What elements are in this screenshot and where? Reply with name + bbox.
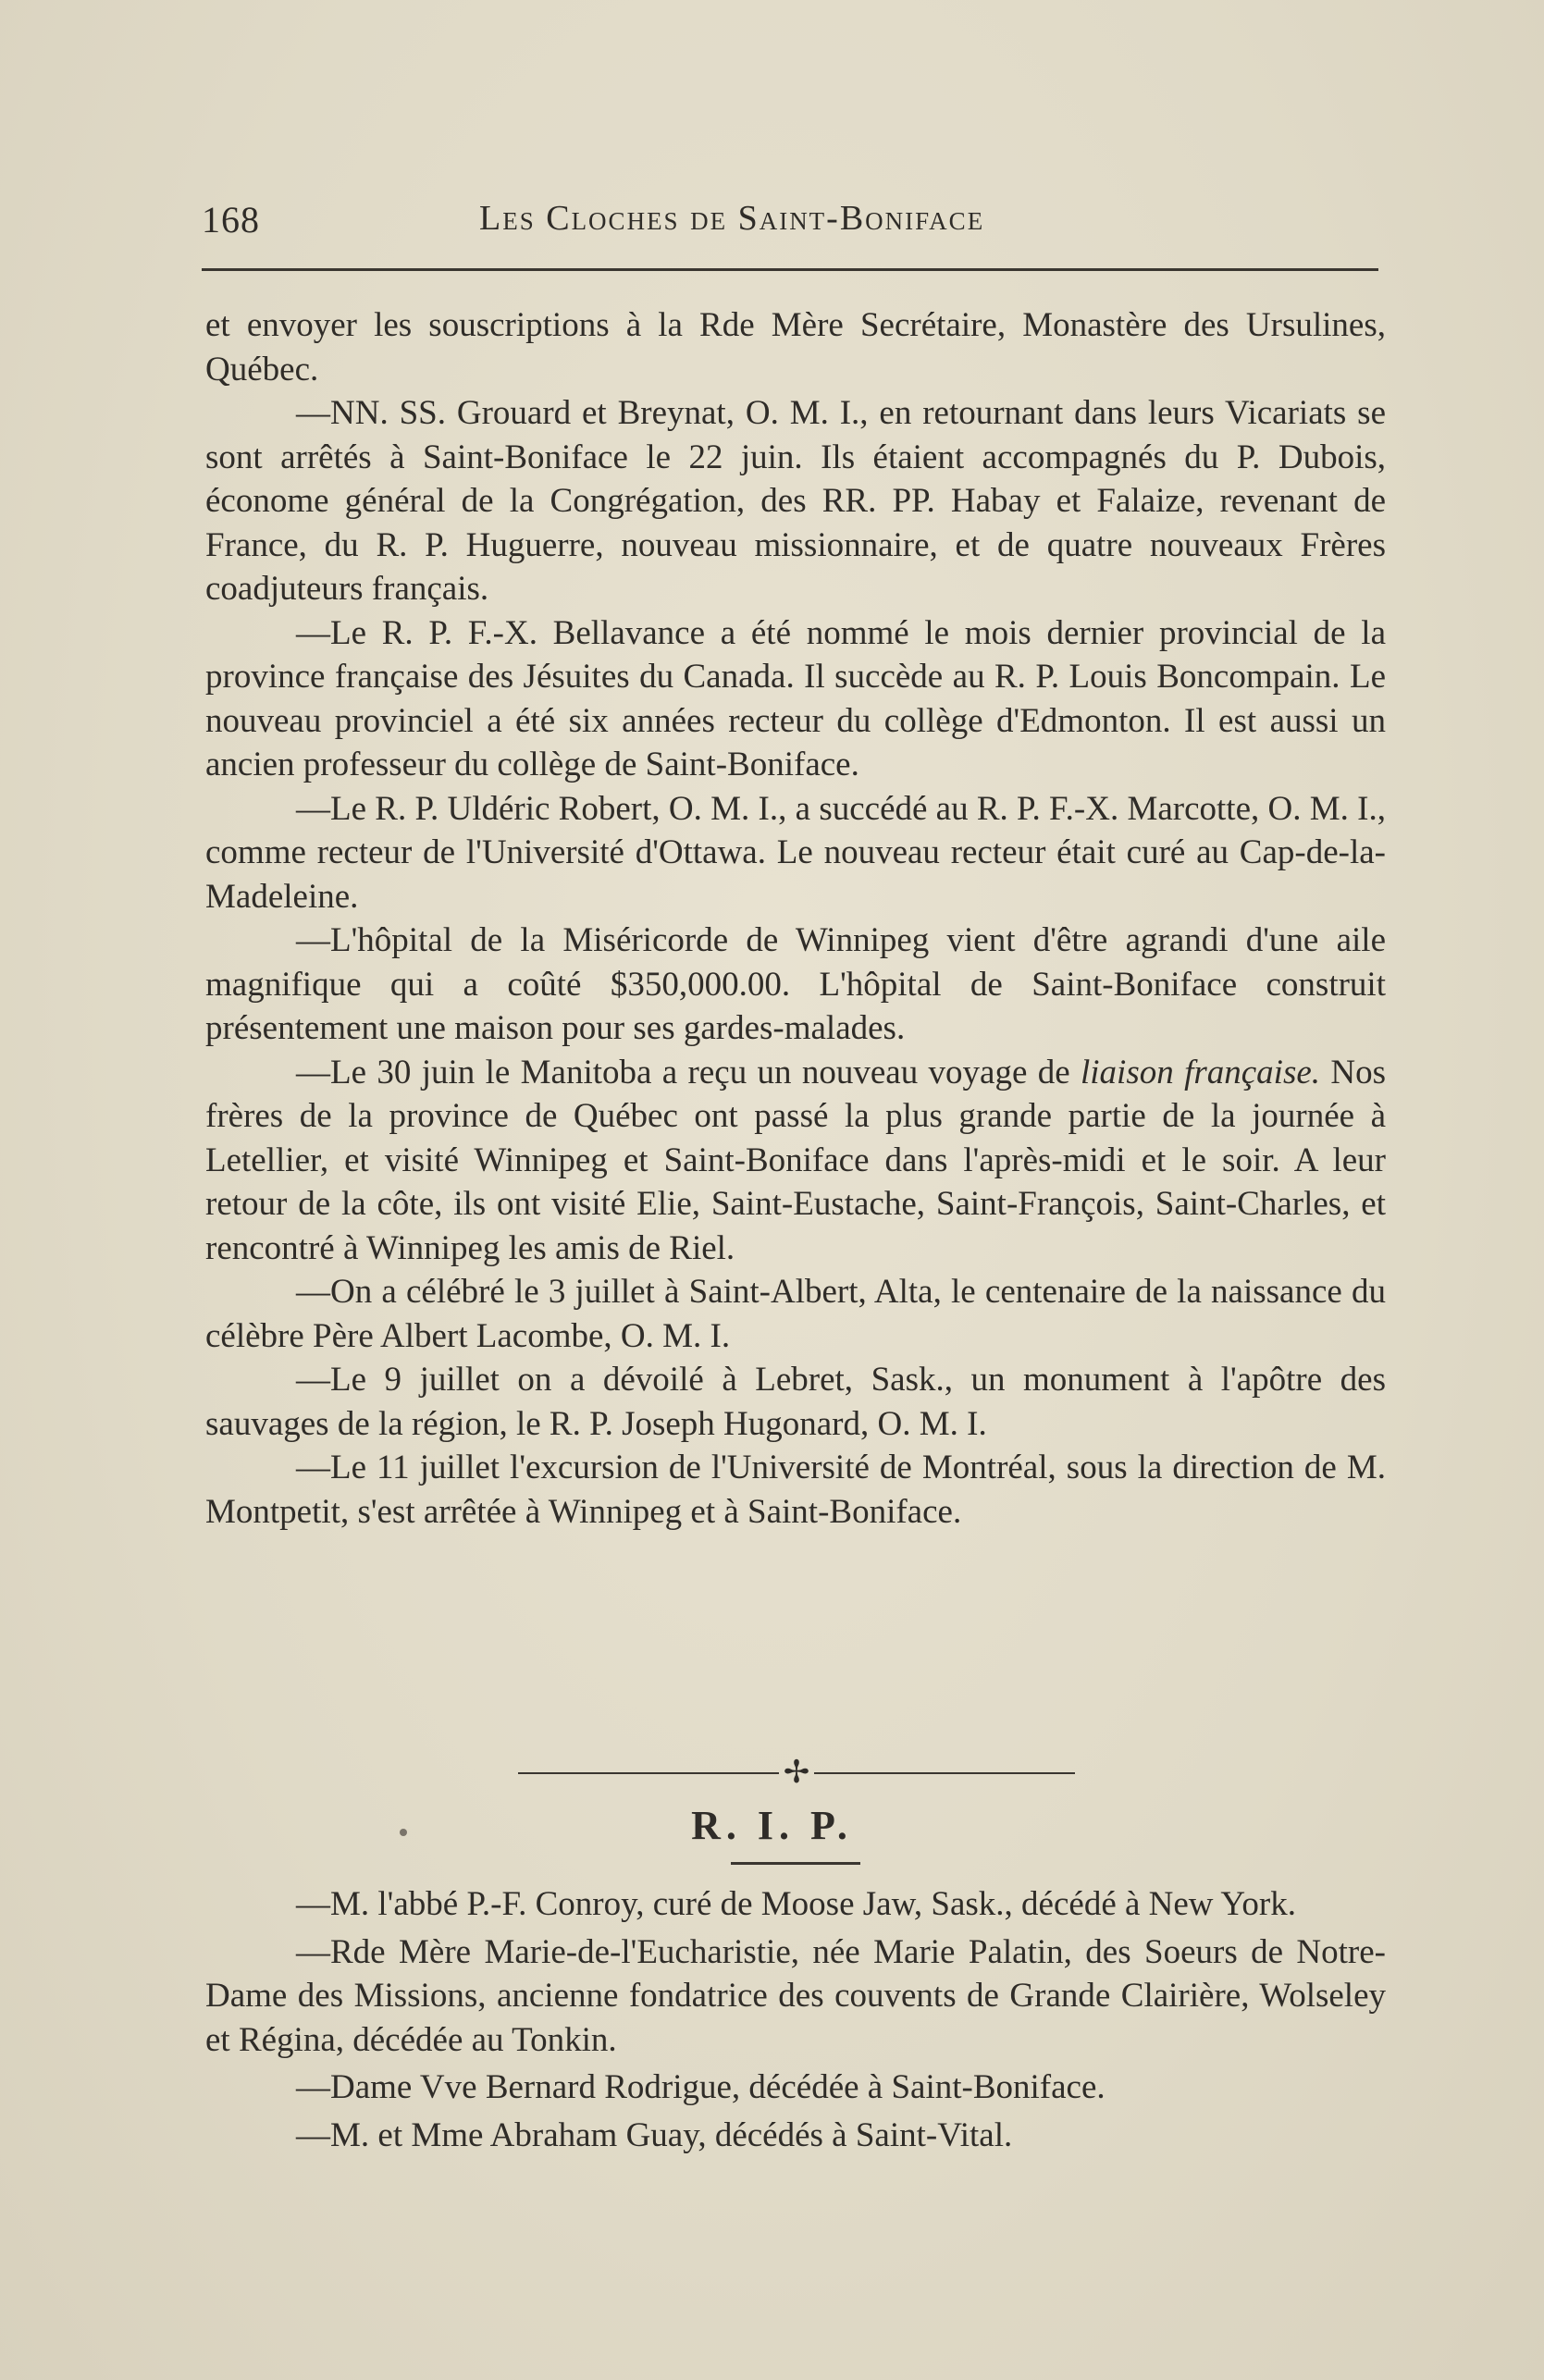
section-divider xyxy=(518,1755,1075,1792)
paragraph-robert: —Le R. P. Uldéric Robert, O. M. I., a succédé au R. P. F.-X. Marcotte, O. M. I., comme recteur de l'Université d'Ottawa. Le nouveau recteur était curé au Cap-de-la-Madeleine. xyxy=(205,789,1386,916)
rip-heading: R. I. P. xyxy=(691,1803,853,1848)
cross-ornament-icon: ✢ xyxy=(783,1756,810,1790)
rip-list xyxy=(205,1882,1386,2161)
paragraph-lacombe: —On a célébré le 3 juillet à Saint-Albert, Alta, le centenaire de la naissance du célèbre Père Albert Lacombe, O. M. I. xyxy=(205,1273,1386,1355)
liaison-text-after: Nos frères de la province de Québec ont passé la plus grande partie de la journée à Letellier, et visité Winnipeg et Saint-Boniface dans l'après-midi et le soir. A leur retour de la côte, ils ont visité Elie, Saint-Eustache, Saint-François, Saint-Charles, et rencontré à Winnipeg les amis de Riel. xyxy=(205,1053,1386,1267)
header-rule xyxy=(202,268,1378,271)
rip-entry: —Dame Vve Bernard Rodrigue, décédée à Saint-Boniface. xyxy=(296,2068,1106,2106)
rip-entry: —M. l'abbé P.-F. Conroy, curé de Moose Jaw, Sask., décédé à New York. xyxy=(296,1885,1296,1923)
rip-rule xyxy=(731,1862,860,1865)
paragraph-hugonard: —Le 9 juillet on a dévoilé à Lebret, Sask., un monument à l'apôtre des sauvages de la région, le R. P. Joseph Hugonard, O. M. I. xyxy=(205,1361,1386,1443)
page-header xyxy=(202,198,1378,244)
paragraph-continuation: et envoyer les souscriptions à la Rde Mère Secrétaire, Monastère des Ursulines, Québec. xyxy=(205,306,1386,388)
rip-entry: —Rde Mère Marie-de-l'Eucharistie, née Marie Palatin, des Soeurs de Notre-Dame des Missions, ancienne fondatrice des couvents de Grande Clairière, Wolseley et Régina, décédée au Tonkin. xyxy=(205,1932,1386,2059)
paragraph-grouard-breynat: —NN. SS. Grouard et Breynat, O. M. I., en retournant dans leurs Vicariats se sont arrêtés à Saint-Boniface le 22 juin. Ils étaient accompagnés du P. Dubois, économe général de la Congrégation, des RR. PP. Habay et Falaize, revenant de France, du R. P. Huguerre, nouveau missionnaire, et de quatre nouveaux Frères coadjuteurs français. xyxy=(205,394,1386,608)
rip-entry: —M. et Mme Abraham Guay, décédés à Saint-Vital. xyxy=(296,2115,1013,2154)
running-title: Les Cloches de Saint-Boniface xyxy=(479,199,985,238)
paragraph-excursion: —Le 11 juillet l'excursion de l'Université de Montréal, sous la direction de M. Montpetit, s'est arrêtée à Winnipeg et à Saint-Boniface. xyxy=(205,1449,1386,1531)
page-number: 168 xyxy=(202,199,260,240)
divider-line-right xyxy=(814,1772,1075,1774)
divider-line-left xyxy=(518,1772,779,1774)
liaison-text-before: —Le 30 juin le Manitoba a reçu un nouveau voyage de xyxy=(296,1053,1081,1091)
liaison-italic: liaison française. xyxy=(1081,1053,1321,1091)
paragraph-bellavance: —Le R. P. F.-X. Bellavance a été nommé le mois dernier provincial de la province française des Jésuites du Canada. Il succède au R. P. Louis Boncompain. Le nouveau provinciel a été six années recteur du collège d'Edmonton. Il est aussi un ancien professeur du collège de Saint-Boniface. xyxy=(205,613,1386,783)
article-body xyxy=(205,303,1386,1534)
paragraph-hopital: —L'hôpital de la Miséricorde de Winnipeg vient d'être agrandi d'une aile magnifique qui a coûté $350,000.00. L'hôpital de Saint-Boniface construit présentement une maison pour ses gardes-malades. xyxy=(205,921,1386,1047)
paragraph-liaison xyxy=(205,1051,1386,1271)
